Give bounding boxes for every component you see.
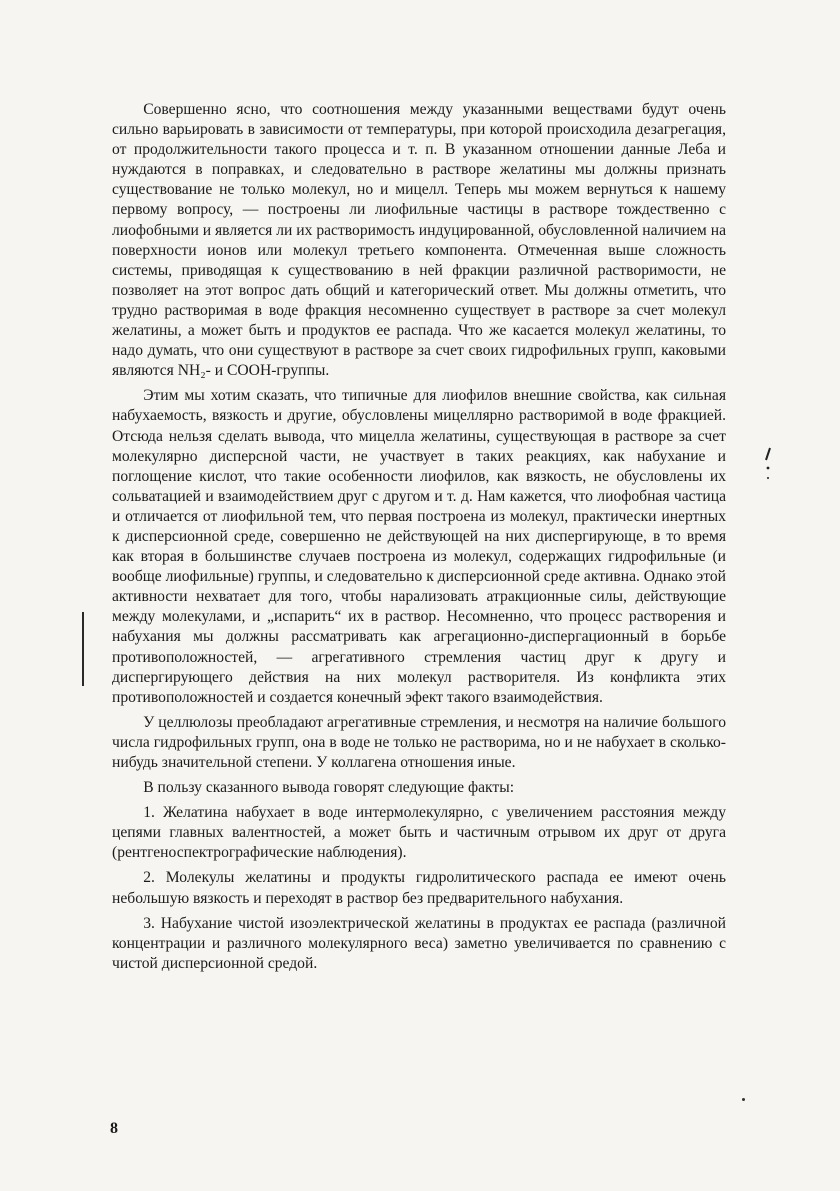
paragraph-3: У целлюлозы преобладают агрегативные стремления, и несмотря на наличие большого числа гидрофильных групп, она в воде не только не растворима, но и не набухает в сколько-нибудь значительной степени. У коллагена отношения иные. [112, 713, 726, 771]
paragraph-4: В пользу сказанного вывода говорят следующие факты: [143, 779, 515, 797]
scan-speck [742, 1098, 745, 1101]
margin-pencil-mark [764, 446, 772, 486]
fact-item-1: 1. Желатина набухает в воде интермолекулярно, с увеличением расстояния между цепями главных валентностей, а может быть и частичным отрывом их друг от друга (рентгеноспектрографические наблюдения). [112, 804, 726, 862]
fact-item-3: 3. Набухание чистой изоэлектрической желатины в продуктах ее распада (различной концентрации и различного молекулярного веса) заметно увеличивается по сравнению с чистой дисперсионной средой. [112, 914, 726, 972]
body-text [112, 100, 726, 979]
page-number: 8 [110, 1120, 118, 1137]
paragraph-2: Этим мы хотим сказать, что типичные для лиофилов внешние свойства, как сильная набухаемость, вязкость и другие, обусловлены мицеллярно растворимой в воде фракцией. Отсюда нельзя сделать вывода, что мицелла желатины, существующая в растворе за счет молекулярно дисперсной части, не участвует в таких реакциях, как набухание и поглощение кислот, что такие особенности лиофилов, как вязкость, не обусловлены их сольватацией и взаимодействием друг с другом и т. д. Нам кажется, что лиофобная частица и отличается от лиофильной тем, что первая построена из молекул, практически инертных к дисперсионной среде, совершенно не действующей на них диспергирующе, в то время как вторая в большинстве случаев построена из молекул, содержащих гидрофильные (и вообще лиофильные) группы, и следовательно к дисперсионной среде активна. Однако этой активности нехватает для того, чтобы нарализовать атракционные силы, действующие между молекулами, и „испарить“ их в раствор. Несомненно, что процесс растворения и набухания мы должны рассматривать как агрегационно-диспергационный в борьбе противоположностей, — агрегативного стремления частиц друг к другу и диспергирующего действия на них молекул растворителя. Из конфликта этих противоположностей и создается конечный эфект такого взаимодействия. [112, 387, 726, 706]
paragraph-1: Совершенно ясно, что соотношения между указанными веществами будут очень сильно варьировать в зависимости от температуры, при которой происходила дезагрегация, от продолжительности такого процесса и т. п. В указанном отношении данные Леба и нуждаются в поправках, и следовательно в растворе желатины мы должны признать существование не только молекул, но и мицелл. Теперь мы можем вернуться к нашему первому вопросу, — построены ли лиофильные частицы в растворе тождественно с лиофобными и является ли их растворимость индуцированной, обусловленной наличием на поверхности ионов или молекул третьего компонента. Отмеченная выше сложность системы, приводящая к существованию в ней фракции различной растворимости, не позволяет на этот вопрос дать общий и категорический ответ. Мы должны отметить, что трудно растворимая в воде фракция несомненно существует в растворе за счет молекул желатины, а может быть и продуктов ее распада. Что же касается молекул желатины, то надо думать, что они существуют в растворе за счет своих гидрофильных групп, каковыми являются NH₂- и COOH-группы. [112, 101, 726, 380]
margin-mark-line [82, 612, 84, 686]
fact-item-2: 2. Молекулы желатины и продукты гидролитического распада ее имеют очень небольшую вязкость и переходят в раствор без предварительного набухания. [112, 869, 726, 907]
